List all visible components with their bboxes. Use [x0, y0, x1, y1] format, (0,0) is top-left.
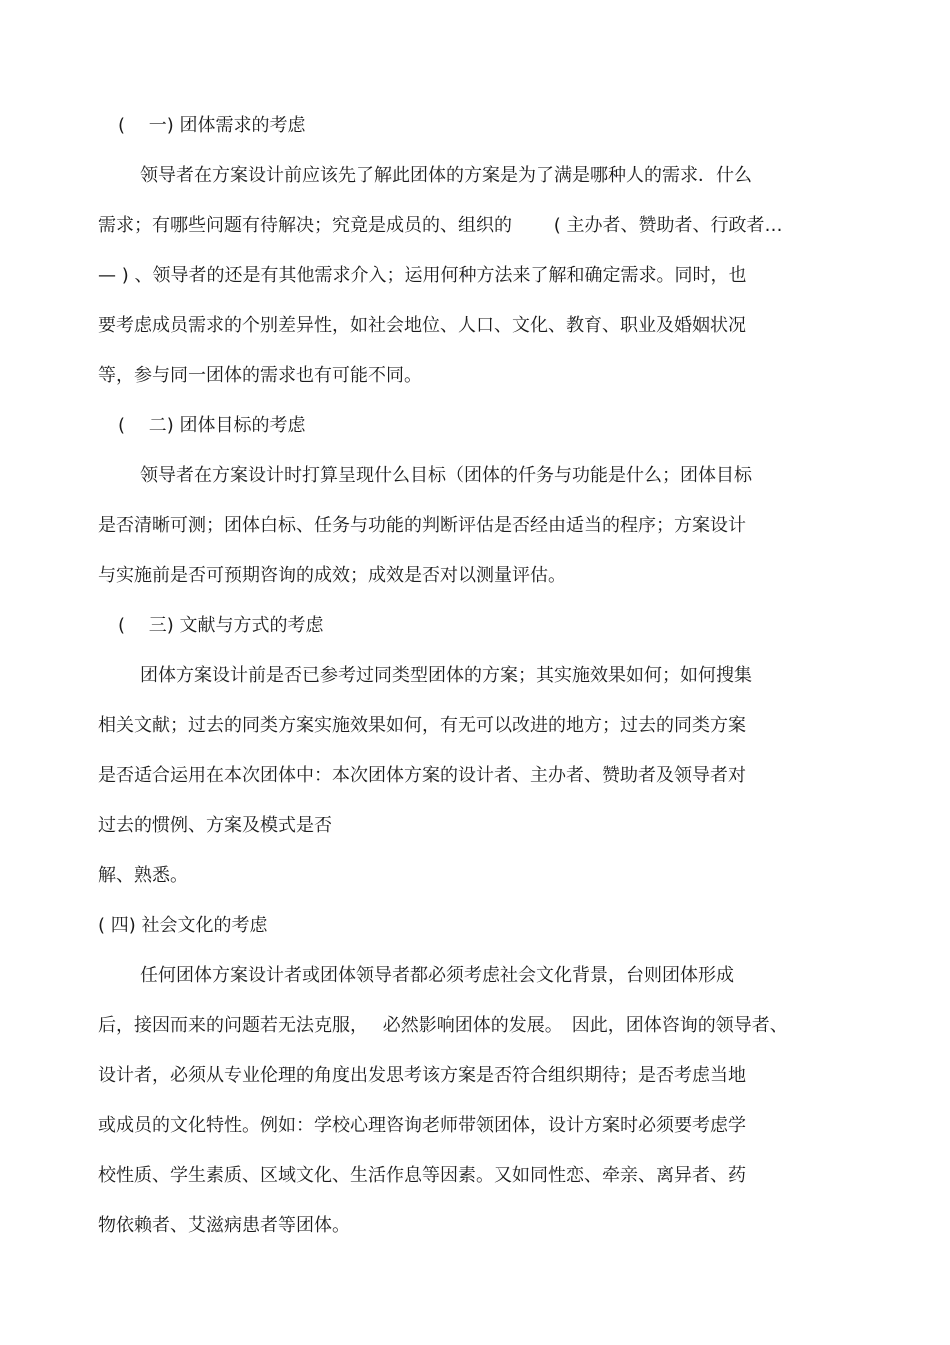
paragraph-line: 后，接因而来的问题若无法克服， 必然影响团体的发展。 因此，团体咨询的领导者、: [98, 1015, 788, 1036]
paragraph-line: 物依赖者、艾滋病患者等团体。: [98, 1215, 350, 1236]
paragraph-line: 或成员的文化特性。例如：学校心理咨询老师带领团体，设计方案时必须要考虑学: [98, 1115, 746, 1136]
section-heading-4: ( 四) 社会文化的考虑: [98, 915, 268, 936]
paragraph-line: 等，参与同一团体的需求也有可能不同。: [98, 365, 422, 386]
section-heading-1: ( 一) 团体需求的考虑: [118, 115, 306, 136]
paragraph-line: 任何团体方案设计者或团体领导者都必须考虑社会文化背景，台则团体形成: [140, 965, 734, 986]
paragraph-line: 需求；有哪些问题有待解决；究竟是成员的、组织的 ( 主办者、赞助者、行政者…: [98, 215, 783, 236]
paragraph-line: 校性质、学生素质、区域文化、生活作息等因素。又如同性恋、牵亲、离异者、药: [98, 1165, 746, 1186]
paragraph-line: 要考虑成员需求的个别差异性，如社会地位、人口、文化、教育、职业及婚姻状况: [98, 315, 746, 336]
paragraph-line: 领导者在方案设计前应该先了解此团体的方案是为了满是哪种人的需求．什么: [140, 165, 752, 186]
paragraph-line: 相关文献；过去的同类方案实施效果如何，有无可以改进的地方；过去的同类方案: [98, 715, 746, 736]
paragraph-line: 团体方案设计前是否已参考过同类型团体的方案；其实施效果如何；如何搜集: [140, 665, 752, 686]
paragraph-line: 是否清晰可测；团体白标、任务与功能的判断评估是否经由适当的程序；方案设计: [98, 515, 746, 536]
section-heading-3: ( 三) 文献与方式的考虑: [118, 615, 324, 636]
paragraph-line: 过去的惯例、方案及模式是否: [98, 815, 332, 836]
paragraph-line: 设计者，必须从专业伦理的角度出发思考该方案是否符合组织期待；是否考虑当地: [98, 1065, 746, 1086]
paragraph-line: — ) 、领导者的还是有其他需求介入；运用何种方法来了解和确定需求。同时，也: [98, 265, 747, 286]
paragraph-line: 是否适合运用在本次团体中：本次团体方案的设计者、主办者、赞助者及领导者对: [98, 765, 746, 786]
paragraph-line: 领导者在方案设计时打算呈现什么目标（团体的仟务与功能是什么；团体目标: [140, 465, 752, 486]
paragraph-line: 解、熟悉。: [98, 865, 188, 886]
paragraph-line: 与实施前是否可预期咨询的成效；成效是否对以测量评估。: [98, 565, 566, 586]
section-heading-2: ( 二) 团体目标的考虑: [118, 415, 306, 436]
